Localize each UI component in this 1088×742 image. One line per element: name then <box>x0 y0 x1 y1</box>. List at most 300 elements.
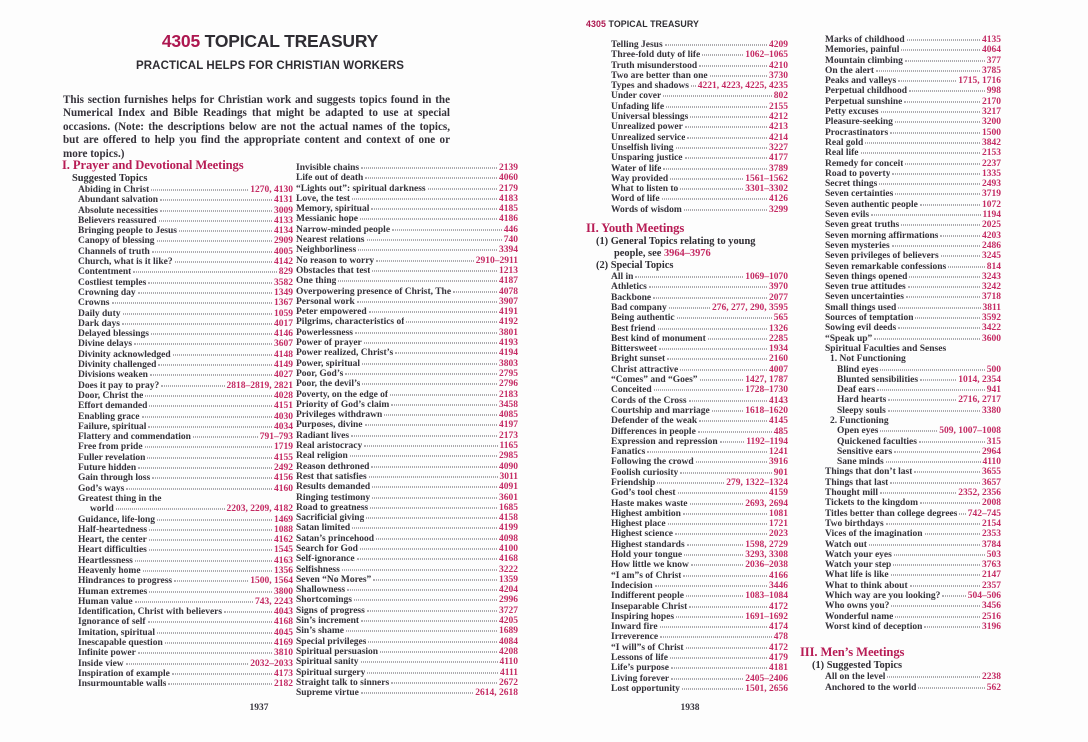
entry-topic: Way provided <box>611 173 669 184</box>
entry-topic: Reason dethroned <box>296 461 370 472</box>
index-entry <box>62 216 293 226</box>
index-entry <box>586 272 788 282</box>
index-entry <box>586 447 788 457</box>
entry-number: 4100 <box>499 543 518 554</box>
page-number-right: 1938 <box>680 703 700 713</box>
index-entry <box>296 194 518 204</box>
dot-leader <box>350 456 497 457</box>
dot-leader <box>680 369 767 370</box>
entry-number: 3916 <box>769 457 788 468</box>
entry-number: 829 <box>278 267 293 278</box>
index-entry <box>800 138 1001 148</box>
dot-leader <box>160 210 272 211</box>
index-entry <box>586 674 788 684</box>
index-line: Greatest thing in the <box>78 493 162 504</box>
dot-leader <box>371 209 497 210</box>
index-entry <box>800 334 1001 344</box>
entry-topic: Courtship and marriage <box>611 405 710 416</box>
index-entry <box>62 587 293 597</box>
entry-topic: Dark days <box>78 318 120 329</box>
index-entry <box>800 313 1001 323</box>
dot-leader <box>700 380 744 381</box>
dot-leader <box>683 513 767 514</box>
entry-topic: Watch out <box>825 539 867 550</box>
dot-leader <box>365 425 497 426</box>
entry-topic: Best friend <box>611 323 656 334</box>
index-entry <box>586 194 788 204</box>
entry-topic: Sensitive ears <box>837 446 893 457</box>
index-entry <box>296 379 518 389</box>
index-entry <box>296 503 518 513</box>
index-entry <box>586 488 788 498</box>
index-entry <box>296 390 518 400</box>
index-entry <box>800 519 1001 529</box>
entry-topic: Watch your eyes <box>825 549 892 560</box>
index-entry <box>800 97 1001 107</box>
index-entry <box>800 570 1001 580</box>
entry-number: 4135 <box>982 35 1001 45</box>
dot-leader <box>174 581 248 582</box>
dot-leader <box>361 621 497 622</box>
dot-leader <box>157 519 272 520</box>
entry-topic: Believers reassured <box>78 215 157 226</box>
entry-number: 3245 <box>982 251 1001 262</box>
entry-number: 4213 <box>769 122 788 133</box>
index-entry <box>296 256 518 266</box>
dot-leader <box>905 60 985 61</box>
dot-leader <box>143 570 272 571</box>
entry-topic: Things that don’t last <box>825 467 913 478</box>
index-entry <box>586 612 788 622</box>
entry-number: 4110 <box>499 657 518 668</box>
entry-topic: Spiritual surgery <box>296 667 366 678</box>
entry-topic: Spiritual persuasion <box>296 646 379 657</box>
left-page-column-2 <box>296 163 518 698</box>
index-entry <box>296 626 518 636</box>
dot-leader <box>138 292 272 293</box>
entry-number: 4168 <box>274 617 293 628</box>
entry-topic: Defender of the weak <box>611 416 698 427</box>
entry-number: 2357 <box>982 580 1001 591</box>
entry-number: 4183 <box>499 193 518 204</box>
index-entry <box>586 684 788 694</box>
index-entry <box>296 575 518 585</box>
entry-topic: Priority of God’s claim <box>296 399 390 410</box>
entry-number: 1618–1620 <box>745 405 788 416</box>
entry-number: 3242 <box>982 282 1001 293</box>
dot-leader <box>357 559 497 560</box>
entry-topic: Invisible chains <box>296 163 360 173</box>
entry-number: 4143 <box>769 395 788 406</box>
entry-topic: Love, the test <box>296 193 351 204</box>
index-entry <box>296 163 518 173</box>
entry-topic: Identification, Christ with believers <box>78 607 223 618</box>
entry-topic: Sources of temptation <box>825 313 914 324</box>
index-entry <box>586 174 788 184</box>
entry-number: 4043 <box>274 607 293 618</box>
entry-number: 4197 <box>499 420 518 431</box>
index-entry <box>586 184 788 194</box>
dot-leader <box>676 147 767 148</box>
index-entry <box>586 468 788 478</box>
index-entry <box>62 391 293 401</box>
dot-leader <box>685 127 767 128</box>
index-entry <box>800 159 1001 169</box>
dot-leader <box>371 466 497 467</box>
entry-topic: Indecision <box>611 580 653 591</box>
dot-leader <box>657 482 724 483</box>
entry-number: 1213 <box>499 265 518 276</box>
dot-leader <box>908 287 980 288</box>
entry-topic: Differences in people <box>611 426 696 437</box>
entry-number: 3655 <box>982 467 1001 478</box>
dot-leader <box>959 513 965 514</box>
dot-leader <box>345 373 497 374</box>
index-entry <box>586 519 788 529</box>
dot-leader <box>892 173 980 174</box>
entry-topic: Heavenly home <box>78 565 141 576</box>
entry-topic: Supreme virtue <box>296 688 359 699</box>
entry-topic: Poverty, on the edge of <box>296 389 389 400</box>
entry-topic: Seven evils <box>825 210 870 221</box>
entry-topic: Christ attractive <box>611 364 679 375</box>
dot-leader <box>886 462 981 463</box>
entry-number: 4160 <box>274 483 293 494</box>
entry-number: 3394 <box>499 245 518 256</box>
dot-leader <box>665 45 767 46</box>
index-entry <box>296 637 518 647</box>
entry-topic: Self-ignorance <box>296 554 355 565</box>
index-entry <box>62 442 293 452</box>
entry-number: 2818–2819, 2821 <box>226 380 293 391</box>
entry-number: 3811 <box>982 302 1001 313</box>
entry-number: 1685 <box>499 502 518 513</box>
entry-number: 4159 <box>769 488 788 499</box>
entry-topic: Selfishness <box>296 564 340 575</box>
right-page-column-2 <box>800 35 1001 693</box>
index-entry <box>62 576 293 586</box>
index-entry <box>62 545 293 555</box>
entry-topic: Which way are you looking? <box>825 591 941 602</box>
dot-leader <box>901 225 980 226</box>
entry-topic: Bringing people to Jesus <box>78 226 177 237</box>
dot-leader <box>365 178 497 179</box>
entry-number: 4209 <box>769 40 788 50</box>
entry-topic: Gain through loss <box>78 473 151 484</box>
index-entry <box>800 560 1001 570</box>
index-entry <box>296 173 518 183</box>
entry-number: 4060 <box>499 173 518 184</box>
entry-topic: Absolute necessities <box>78 205 158 216</box>
entry-topic: Anchored to the world <box>825 682 917 693</box>
dot-leader <box>699 421 767 422</box>
dot-leader <box>145 447 272 448</box>
index-entry <box>296 225 518 235</box>
entry-number: 4146 <box>274 329 293 340</box>
dot-leader <box>684 555 743 556</box>
entry-number: 446 <box>503 224 518 235</box>
entry-topic: Unfading life <box>611 101 665 112</box>
entry-number: 791–793 <box>259 432 293 443</box>
entry-topic: Future hidden <box>78 463 137 474</box>
entry-topic: Open eyes <box>837 426 879 437</box>
entry-topic: “I will”s of Christ <box>611 642 684 653</box>
index-entry <box>800 200 1001 210</box>
entry-topic: Blunted sensibilities <box>837 374 919 385</box>
index-entry <box>586 303 788 313</box>
dot-leader <box>364 343 497 344</box>
index-entry <box>586 153 788 163</box>
entry-number: 1081 <box>769 508 788 519</box>
index-entry <box>586 529 788 539</box>
entry-topic: Satan limited <box>296 523 351 534</box>
entry-number: 2614, 2618 <box>475 688 518 699</box>
entry-topic: All on the level <box>825 672 886 683</box>
entry-topic: Seven remarkable confessions <box>825 261 947 272</box>
entry-number: 3293, 3308 <box>745 550 788 561</box>
entry-topic: Two are better than one <box>611 70 708 81</box>
dot-leader <box>895 122 980 123</box>
entry-topic: Radiant lives <box>296 430 350 441</box>
dot-leader <box>372 497 497 498</box>
index-entry <box>586 334 788 344</box>
entry-topic: Free from pride <box>78 442 143 453</box>
entry-topic: Bad company <box>611 302 667 313</box>
index-entry <box>800 437 1001 447</box>
entry-topic: Enabling grace <box>78 411 140 422</box>
dot-leader <box>880 493 956 494</box>
entry-number: 2964 <box>982 446 1001 457</box>
index-entry <box>586 602 788 612</box>
entry-topic: Fuller revelation <box>78 452 146 463</box>
dot-leader <box>635 277 743 278</box>
entry-number: 2147 <box>982 570 1001 581</box>
dot-leader <box>886 523 980 524</box>
entry-number: 1349 <box>274 287 293 298</box>
entry-topic: Search for God <box>296 543 358 554</box>
entry-topic: Imitation, spiritual <box>78 627 156 638</box>
dot-leader <box>649 287 767 288</box>
entry-topic: Seven great truths <box>825 220 900 231</box>
dot-leader <box>891 575 980 576</box>
dot-leader <box>893 565 980 566</box>
sub-heading-text: people, see <box>614 248 664 260</box>
dot-leader <box>906 297 980 298</box>
dot-leader <box>682 688 743 689</box>
entry-number: 3458 <box>499 399 518 410</box>
entry-number: 2153 <box>982 148 1001 159</box>
index-entry <box>296 297 518 307</box>
entry-topic: Universal blessings <box>611 112 689 123</box>
index-entry <box>296 482 518 492</box>
index-entry <box>800 581 1001 591</box>
dot-leader <box>148 282 272 283</box>
entry-topic: Shortcomings <box>296 595 352 606</box>
index-entry <box>586 560 788 570</box>
left-page-column-1 <box>62 158 293 690</box>
dot-leader <box>338 281 497 282</box>
entry-topic: Seven things opened <box>825 271 908 282</box>
dot-leader <box>909 91 985 92</box>
dot-leader <box>879 184 980 185</box>
index-entry <box>296 451 518 461</box>
index-entry <box>296 317 518 327</box>
dot-leader <box>224 612 272 613</box>
dot-leader <box>135 560 272 561</box>
index-entry <box>800 498 1001 508</box>
dot-leader <box>887 677 980 678</box>
entry-topic: Real life <box>825 148 859 159</box>
entry-topic: Human extremes <box>78 586 148 597</box>
index-entry <box>800 76 1001 86</box>
entry-topic: One thing <box>296 276 337 287</box>
index-entry <box>62 515 293 525</box>
entry-number: 4134 <box>274 226 293 237</box>
entry-topic: Power, spiritual <box>296 358 361 369</box>
index-entry <box>62 257 293 267</box>
dot-leader <box>687 137 767 138</box>
index-entry <box>800 169 1001 179</box>
entry-number: 377 <box>986 55 1001 66</box>
entry-topic: Narrow-minded people <box>296 224 391 235</box>
entry-topic: Marks of childhood <box>825 35 905 45</box>
entry-number: 4186 <box>499 214 518 225</box>
entry-number: 4148 <box>274 349 293 360</box>
entry-number: 3784 <box>982 539 1001 550</box>
entry-number: 4034 <box>274 421 293 432</box>
sub-heading <box>586 248 788 260</box>
entry-topic: Seven morning affirmations <box>825 230 939 241</box>
entry-topic: Daily duty <box>78 308 121 319</box>
dot-leader <box>920 379 956 380</box>
entry-topic: Flattery and commendation <box>78 432 191 443</box>
entry-topic: Perpetual sunshine <box>825 96 903 107</box>
dot-leader <box>676 616 743 617</box>
entry-topic: Small things used <box>825 302 897 313</box>
entry-number: 4192 <box>499 317 518 328</box>
index-entry <box>586 540 788 550</box>
index-entry <box>586 375 788 385</box>
entry-topic: Ringing testimony <box>296 492 371 503</box>
entry-topic: Unrealized power <box>611 122 683 133</box>
dot-leader <box>372 487 497 488</box>
index-entry <box>62 566 293 576</box>
index-entry <box>586 385 788 395</box>
dot-leader <box>158 365 272 366</box>
entry-topic: Hold your tongue <box>611 550 683 561</box>
entry-topic: Seven mysteries <box>825 240 890 251</box>
index-entry <box>62 350 293 360</box>
entry-topic: Life’s purpose <box>611 663 669 674</box>
entry-topic: Sacrificial giving <box>296 513 365 524</box>
index-entry <box>586 406 788 416</box>
index-entry <box>586 344 788 354</box>
dot-leader <box>690 117 767 118</box>
entry-number: 1359 <box>499 574 518 585</box>
index-entry <box>296 214 518 224</box>
dot-leader <box>148 622 272 623</box>
entry-topic: Conceited <box>611 385 652 396</box>
index-entry <box>800 35 1001 45</box>
entry-number: 4212 <box>769 112 788 123</box>
entry-number: 1192–1194 <box>746 436 788 447</box>
entry-number: 2179 <box>499 183 518 194</box>
dot-leader <box>888 410 980 411</box>
entry-topic: Expression and repression <box>611 436 718 447</box>
entry-topic: Unrealized service <box>611 132 686 143</box>
index-entry <box>62 360 293 370</box>
entry-topic: Divisions weaken <box>78 370 148 381</box>
index-entry <box>586 663 788 673</box>
entry-topic: Peaks and valleys <box>825 76 897 87</box>
dot-leader <box>680 189 743 190</box>
index-entry <box>586 71 788 81</box>
entry-number: 743, 2243 <box>255 596 293 607</box>
dot-leader <box>354 600 497 601</box>
entry-number: 1014, 2354 <box>958 374 1001 385</box>
entry-number: 4214 <box>769 132 788 143</box>
entry-topic: Power of prayer <box>296 338 362 349</box>
entry-number: 1088 <box>274 524 293 535</box>
entry-number: 2182 <box>274 679 293 690</box>
dot-leader <box>361 693 473 694</box>
index-entry <box>62 401 293 411</box>
index-entry <box>800 395 1001 405</box>
dot-leader <box>685 158 767 159</box>
entry-topic: Inspiring hopes <box>611 611 675 622</box>
dot-leader <box>172 673 272 674</box>
dot-leader <box>865 142 980 143</box>
dot-leader <box>687 544 744 545</box>
entry-topic: Real gold <box>825 137 864 148</box>
dot-leader <box>941 256 980 257</box>
dot-leader <box>869 544 980 545</box>
dot-leader <box>149 550 272 551</box>
dot-leader <box>138 468 272 469</box>
index-entry <box>586 365 788 375</box>
entry-number: 3718 <box>982 292 1001 303</box>
entry-number: 4007 <box>769 364 788 375</box>
entry-number: 4172 <box>769 601 788 612</box>
index-entry <box>62 463 293 473</box>
index-entry <box>800 323 1001 333</box>
dot-leader <box>874 338 980 339</box>
dot-leader <box>684 209 767 210</box>
entry-number: 3763 <box>982 560 1001 571</box>
entry-topic: Friendship <box>611 477 656 488</box>
entry-number: 2909 <box>274 236 293 247</box>
right-page-column-1 <box>586 40 788 694</box>
index-entry <box>586 205 788 215</box>
entry-topic: Ignorance of self <box>78 617 146 628</box>
entry-number: 504–506 <box>967 591 1001 602</box>
entry-number: 4133 <box>274 215 293 226</box>
entry-topic: Secret things <box>825 179 878 190</box>
dot-leader <box>157 241 272 242</box>
entry-topic: Door, Christ the <box>78 390 144 401</box>
index-entry <box>296 410 518 420</box>
entry-number: 3607 <box>274 339 293 350</box>
entry-topic: Highest place <box>611 519 666 530</box>
dot-leader <box>895 616 980 617</box>
entry-number: 2716, 2717 <box>958 395 1001 406</box>
entry-topic: Sin’s increment <box>296 616 360 627</box>
dot-leader <box>149 591 272 592</box>
entry-topic: What to listen to <box>611 184 679 195</box>
index-entry <box>296 235 518 245</box>
dot-leader <box>670 658 767 659</box>
dot-leader <box>384 415 497 416</box>
